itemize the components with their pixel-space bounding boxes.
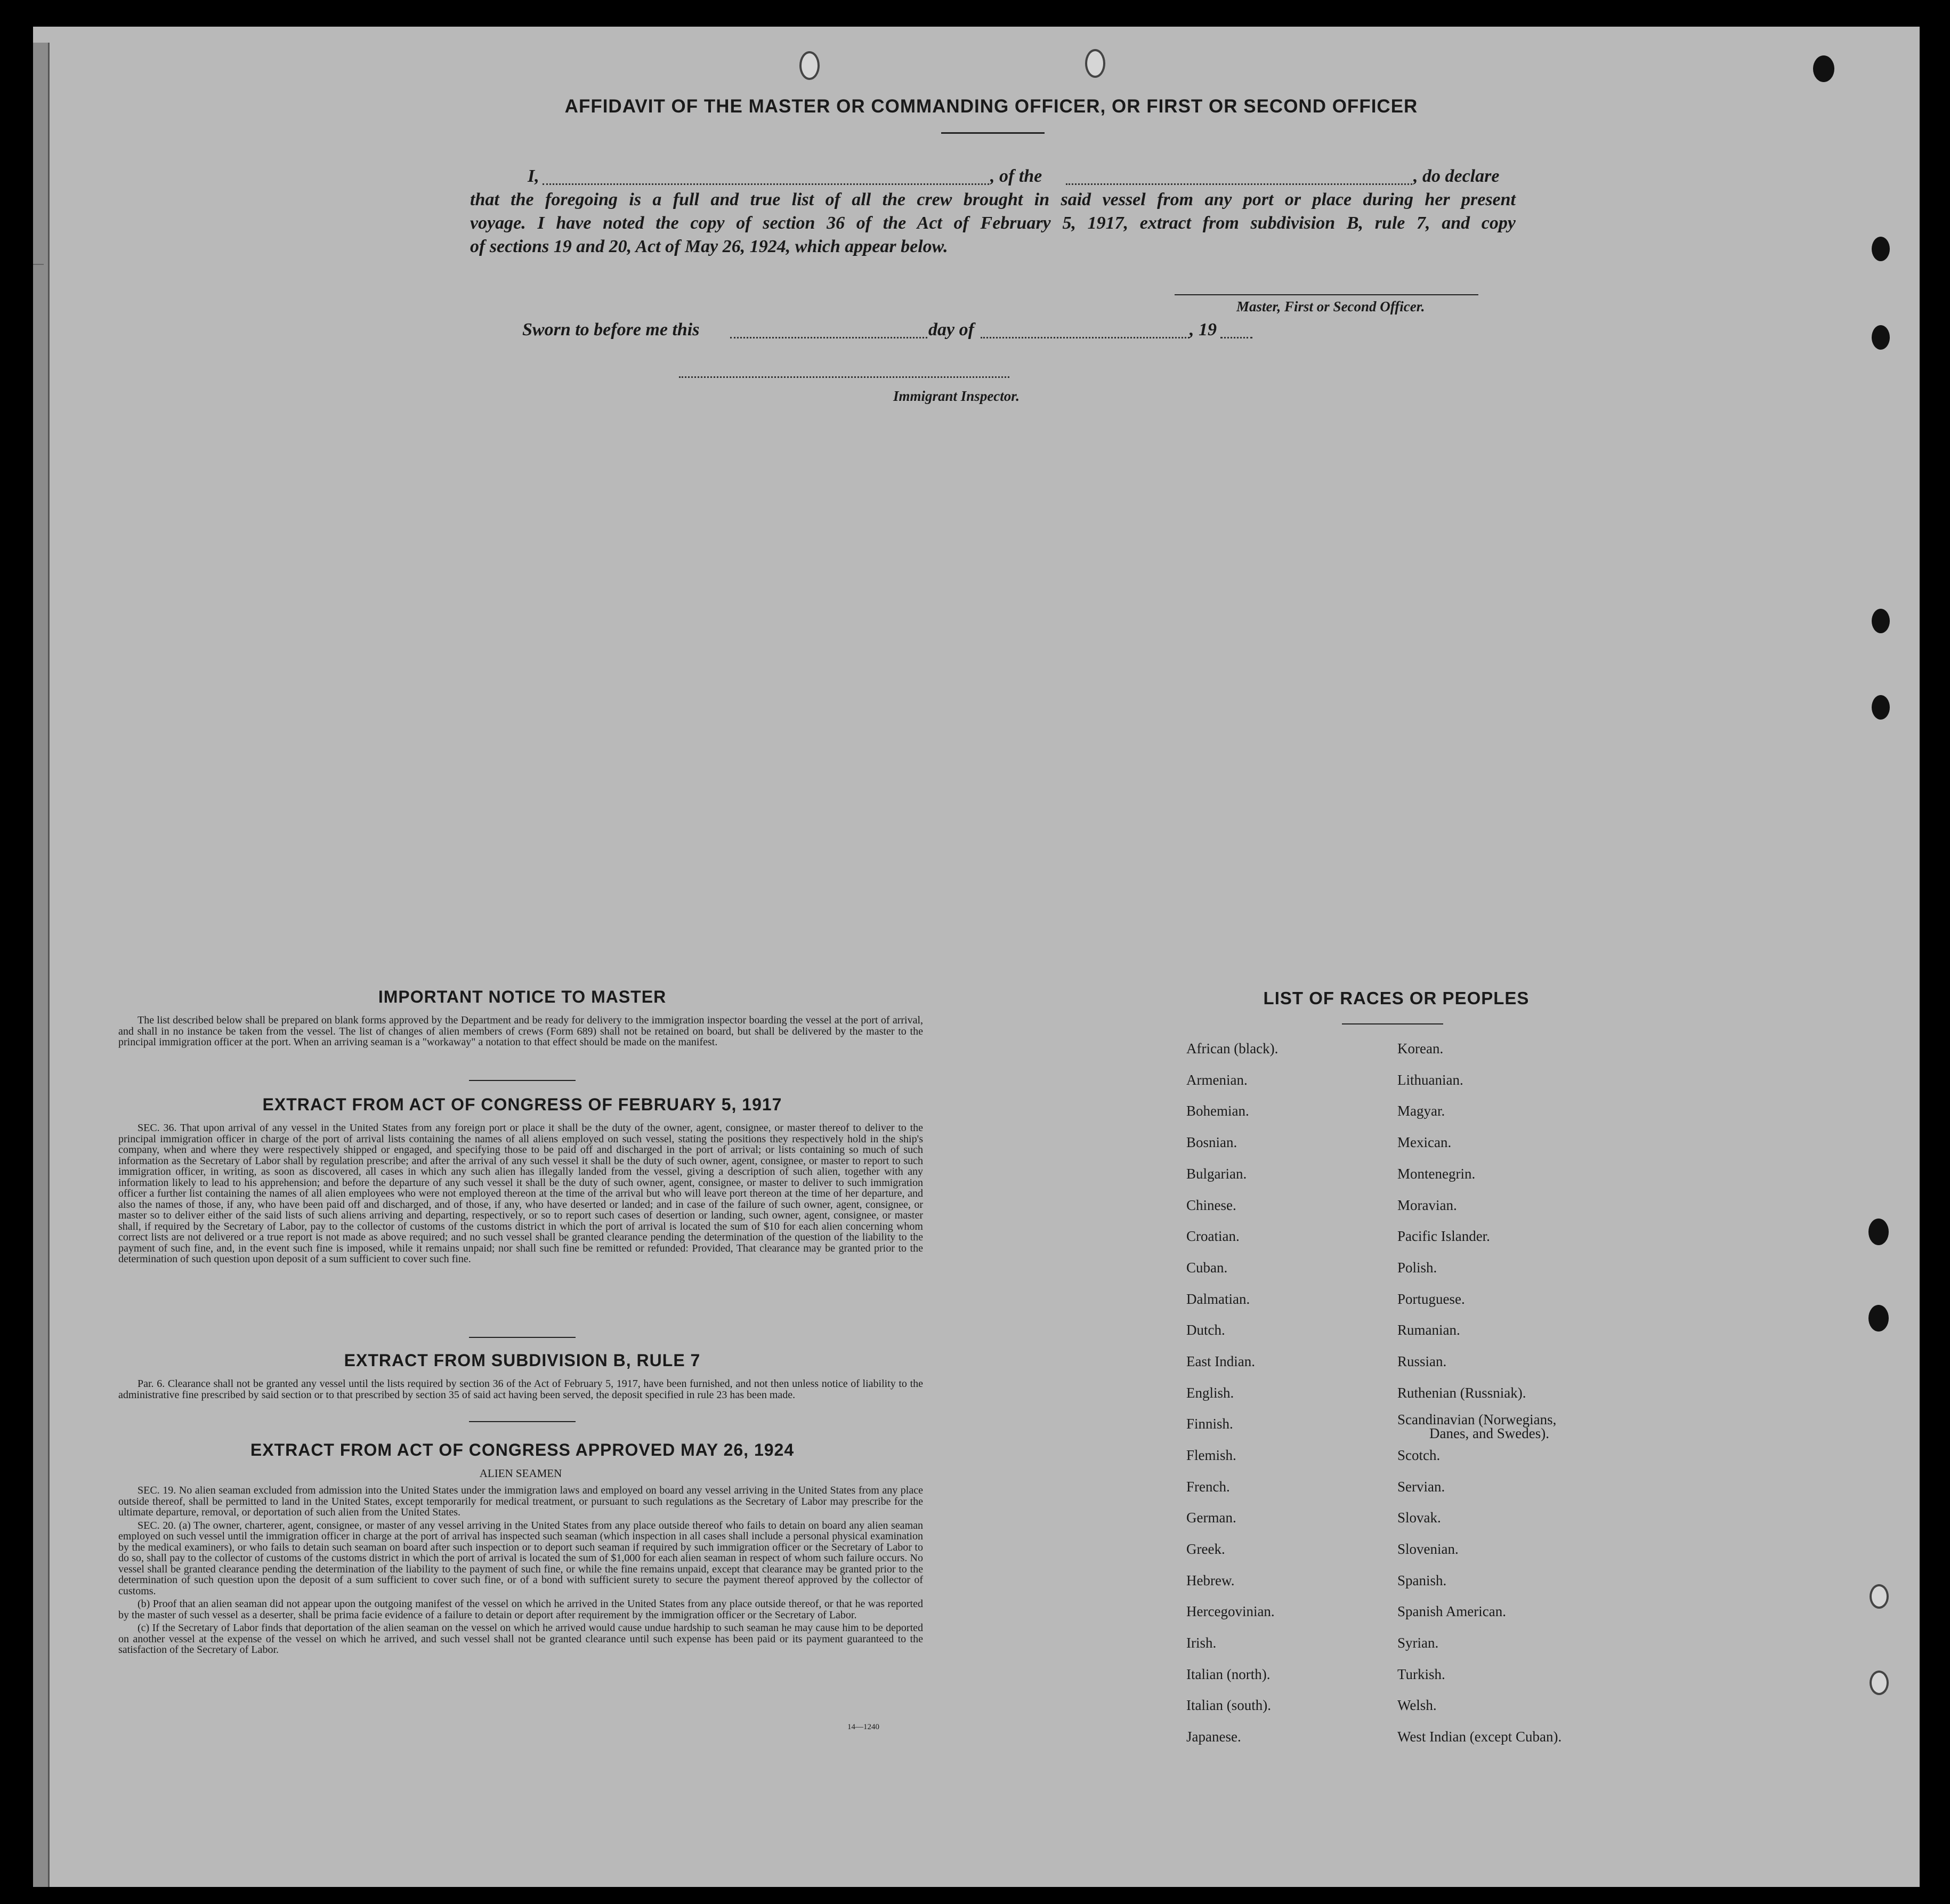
race-greek: Greek. [1186,1541,1225,1557]
race-pacific-islander: Pacific Islander. [1397,1228,1490,1244]
race-welsh: Welsh. [1397,1697,1437,1713]
left-margin-mark [33,264,44,265]
race-finnish: Finnish. [1186,1416,1233,1432]
sec-20b-paragraph: (b) Proof that an alien seaman did not appear upon the outgoing manifest of the vessel on which he arrived in the United States from any place outside thereof, or that he was reported by the master of such vessel as a deserter, shall be prima facie evidence of a failure to detain or deport after requirement by the immigration officer or the Secretary of Labor. [118,1598,923,1621]
extract-1917-paragraph: SEC. 36. That upon arrival of any vessel in the United States from any foreign port or place it shall be the duty of the owner, agent, consignee, or master thereof to deliver to the principal immigration officer in charge of the port of arrival lists containing the names of all aliens employed on such vessel, stating the positions they respectively hold in the ship's company, when and where they were respectively shipped or engaged, and specifying those to be paid off and discharged in the port of arrival; or lists containing so much of such information as the Secretary of Labor shall by regulation prescribe; and after the arrival of any such vessel it shall be the duty of such owner, agent, consignee, or master to report to such immigration officer, in writing, as soon as discovered, all cases in which any such alien has illegally landed from the vessel, giving a description of such alien, together with any information likely to lead to his apprehension; and before the departure of any such vessel it shall be the duty of such owner, agent, consignee, or master to deliver to such immigration officer a further list containing the names of all alien employees who were not employed thereon at the time of the arrival but who will leave port thereon at the time of her departure, and also the names of those, if any, who have been paid off and discharged, and of those, if any, who have deserted or landed; and in case of the failure of such owner, agent, consignee, or master so to deliver either of the said lists of such aliens arriving and departing, respectively, or so to report such cases of desertion or landing, such owner, agent, consignee, or master shall, if required by the Secretary of Labor, pay to the collector of customs of the customs district in which the port of arrival is located the sum of $10 for each alien concerning whom correct lists are not delivered or a true report is not made as above required; and no such vessel shall be granted clearance pending the determination of the question of the liability to the payment of such fine, and, in the event such fine is imposed, while it remains unpaid; nor shall such fine be remitted or refunded: Provided, That clearance may be granted prior to the determination of such question upon deposit of a sum sufficient to cover such fine. [118,1122,923,1265]
punch-hole [1872,325,1890,350]
punch-hole [1868,1219,1889,1245]
race-moravian: Moravian. [1397,1197,1457,1213]
rule7-title: EXTRACT FROM SUBDIVISION B, RULE 7 [344,1351,701,1370]
alien-seamen-subtitle: ALIEN SEAMEN [479,1467,562,1480]
race-portuguese: Portuguese. [1397,1291,1465,1307]
name-blank[interactable] [543,183,989,185]
affidavit-line-2: that the foregoing is a full and true list of all the crew brought in said vessel from any port or place during her present [470,190,1516,209]
sworn-day-blank[interactable] [730,337,927,338]
race-cuban: Cuban. [1186,1260,1228,1276]
punch-hole [1870,1671,1889,1695]
race-english: English. [1186,1385,1234,1401]
race-scotch: Scotch. [1397,1447,1441,1463]
race-bohemian: Bohemian. [1186,1103,1249,1119]
race-italian-north: Italian (north). [1186,1666,1271,1682]
race-magyar: Magyar. [1397,1103,1445,1119]
race-dalmatian: Dalmatian. [1186,1291,1250,1307]
affidavit-of-the: , of the [990,166,1042,186]
race-rumanian: Rumanian. [1397,1322,1460,1338]
punch-hole [799,51,820,80]
extract-1917-text [118,1123,923,1267]
notice-paragraph: The list described below shall be prepared on blank forms approved by the Department and be ready for delivery to the immigration inspector boarding the vessel at the port of arrival, and shall in no instance be taken from the vessel. The list of changes of alien members of crews (Form 689) shall not be retained on board, but shall be delivered by the master to the principal immigration officer at the port. When an arriving seaman is a "workaway" a notation to that effect should be made on the manifest. [118,1014,923,1048]
race-bosnian: Bosnian. [1186,1134,1237,1150]
vessel-blank[interactable] [1066,183,1412,185]
race-syrian: Syrian. [1397,1635,1439,1651]
race-german: German. [1186,1510,1236,1526]
race-polish: Polish. [1397,1260,1437,1276]
left-binding-strip [33,43,50,1887]
race-armenian: Armenian. [1186,1072,1248,1088]
races-title: LIST OF RACES OR PEOPLES [1263,988,1530,1008]
race-korean: Korean. [1397,1040,1444,1056]
race-servian: Servian. [1397,1479,1445,1495]
sec-20c-paragraph: (c) If the Secretary of Labor finds that deportation of the alien seaman on the vessel on which he arrived would cause undue hardship to such seaman he may cause him to be deported on another vessel at the expense of the vessel on which he arrived, and such vessel shall not be granted clearance until such expense has been paid or its payment guaranteed to the satisfaction of the Secretary of Labor. [118,1622,923,1656]
race-spanish-american: Spanish American. [1397,1603,1506,1619]
notice-title: IMPORTANT NOTICE TO MASTER [378,987,667,1006]
race-slovak: Slovak. [1397,1510,1441,1526]
race-east-indian: East Indian. [1186,1353,1255,1369]
race-russian: Russian. [1397,1353,1447,1369]
rule7-text [118,1378,923,1402]
race-dutch: Dutch. [1186,1322,1225,1338]
extract-1924-text [118,1485,923,1658]
inspector-signature-line[interactable] [679,376,1009,378]
rule7-paragraph: Par. 6. Clearance shall not be granted any vessel until the lists required by section 36 of the Act of February 5, 1917, have been furnished, and not then unless notice of liability to the administrative fine prescribed by said section or to that prescribed by section 35 of said act having been served, the deposit specified in rule 23 has been made. [118,1378,923,1401]
affidavit-i-label: I, [528,166,539,186]
race-african: African (black). [1186,1040,1279,1056]
punch-hole [1813,55,1834,82]
race-french: French. [1186,1479,1230,1495]
year-blank[interactable] [1220,337,1252,338]
master-signature-line[interactable] [1175,294,1478,295]
day-of-label: day of [928,320,974,340]
race-ruthenian: Ruthenian (Russniak). [1397,1385,1526,1401]
punch-hole [1870,1584,1889,1609]
punch-hole [1872,237,1890,261]
race-scandinavian-cont: Danes, and Swedes). [1429,1425,1549,1441]
race-west-indian: West Indian (except Cuban). [1397,1729,1562,1745]
race-italian-south: Italian (south). [1186,1697,1271,1713]
extract-1917-title: EXTRACT FROM ACT OF CONGRESS OF FEBRUARY 5, 1917 [262,1095,782,1114]
year-label: , 19 [1190,320,1217,340]
punch-hole [1868,1305,1889,1332]
race-irish: Irish. [1186,1635,1217,1651]
punch-hole [1872,695,1890,720]
affidavit-title: AFFIDAVIT OF THE MASTER OR COMMANDING OFFICER, OR FIRST OR SECOND OFFICER [564,96,1418,117]
sec-20a-paragraph: SEC. 20. (a) The owner, charterer, agent, consignee, or master of any vessel arriving in the United States from any place outside thereof who fails to detain on board any alien seaman employed on such vessel until the immigration officer in charge at the port of arrival has inspected such seaman (which inspection in all cases shall include a personal physical examination by the medical examiners), or who fails to detain such seaman on board after such inspection or to deport such seaman if required by such immigration officer or the Secretary of Labor to do so, shall pay to the collector of customs of the customs district in which the port of arrival is located the sum of $1,000 for each alien seaman in respect of whom such failure occurs. No vessel shall be granted clearance pending the determination of the liability to the payment of such fine, or while the fine remains unpaid, except that clearance may be granted prior to the determination of such question upon the deposit of a sum sufficient to cover such fine, or of a bond with sufficient surety to secure the payment thereof approved by the collector of customs. [118,1519,923,1597]
race-scandinavian: Scandinavian (Norwegians, [1397,1411,1557,1427]
extract-1924-title: EXTRACT FROM ACT OF CONGRESS APPROVED MAY 26, 1924 [250,1440,795,1459]
race-hebrew: Hebrew. [1186,1572,1235,1588]
punch-hole [1085,49,1105,78]
race-spanish: Spanish. [1397,1572,1447,1588]
title-rule [941,132,1045,134]
race-chinese: Chinese. [1186,1197,1236,1213]
race-montenegrin: Montenegrin. [1397,1166,1476,1182]
races-rule [1342,1023,1443,1024]
race-turkish: Turkish. [1397,1666,1445,1682]
sworn-month-blank[interactable] [981,337,1190,338]
punch-hole [1872,609,1890,633]
race-mexican: Mexican. [1397,1134,1452,1150]
race-flemish: Flemish. [1186,1447,1236,1463]
form-number: 14—1240 [847,1723,879,1731]
section-rule [469,1337,576,1338]
affidavit-do-declare: , do declare [1413,166,1500,186]
sworn-label: Sworn to before me this [522,320,700,340]
race-bulgarian: Bulgarian. [1186,1166,1247,1182]
race-japanese: Japanese. [1186,1729,1241,1745]
race-croatian: Croatian. [1186,1228,1240,1244]
sec-19-paragraph: SEC. 19. No alien seaman excluded from admission into the United States under the immigration laws and employed on board any vessel arriving in the United States from any place outside thereof, shall be permitted to land in the United States, except temporarily for medical treatment, or pursuant to such regulations as the Secretary of Labor may prescribe for the ultimate departure, removal, or deportation of such alien from the United States. [118,1485,923,1518]
affidavit-line-3: voyage. I have noted the copy of section 36 of the Act of February 5, 1917, extract from subdivision B, rule 7, and copy [470,213,1516,233]
inspector-caption: Immigrant Inspector. [893,388,1020,404]
section-rule [469,1421,576,1422]
race-hercegovinian: Hercegovinian. [1186,1603,1275,1619]
master-caption: Master, First or Second Officer. [1236,298,1425,314]
notice-text [118,1015,923,1050]
section-rule [469,1080,576,1081]
race-slovenian: Slovenian. [1397,1541,1459,1557]
race-lithuanian: Lithuanian. [1397,1072,1463,1088]
affidavit-line-4: of sections 19 and 20, Act of May 26, 1924, which appear below. [470,237,948,256]
